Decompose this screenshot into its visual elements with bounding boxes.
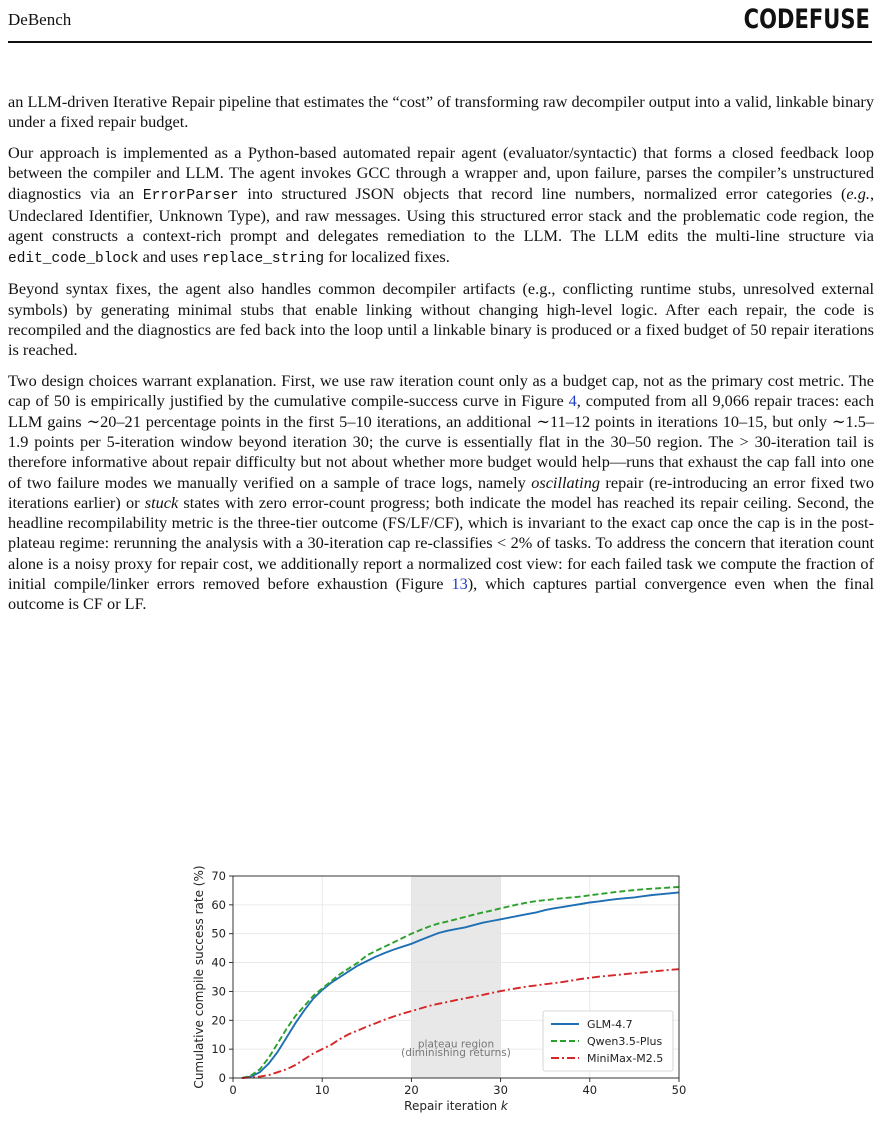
paragraph-4 bbox=[8, 371, 874, 615]
legend-label-minimax-m2-5: MiniMax-M2.5 bbox=[587, 1052, 664, 1065]
paragraph-2 bbox=[8, 143, 874, 269]
plateau-label-line2: (diminishing returns) bbox=[401, 1047, 511, 1060]
paragraph-3 bbox=[8, 279, 874, 360]
body-text bbox=[8, 92, 874, 625]
legend-label-qwen3-5-plus: Qwen3.5-Plus bbox=[587, 1035, 663, 1048]
p4-c: repair (re-introducing an error fixed two iterations earlier) or bbox=[8, 472, 874, 512]
x-tick-label: 50 bbox=[671, 1083, 687, 1097]
y-tick-label: 50 bbox=[211, 926, 226, 941]
y-tick-label: 0 bbox=[218, 1071, 226, 1085]
logo-part-b: FUSE bbox=[808, 4, 870, 35]
y-tick-label: 20 bbox=[211, 1013, 226, 1028]
p2-b: into structured JSON objects that record line numbers, normalized error categories ( bbox=[238, 183, 847, 203]
y-tick-label: 70 bbox=[211, 869, 226, 883]
figure-ref-13[interactable]: 13 bbox=[451, 574, 468, 594]
x-tick-label: 30 bbox=[493, 1083, 508, 1097]
x-tick-label: 20 bbox=[404, 1083, 419, 1097]
p2-eg: e.g. bbox=[846, 183, 870, 203]
figure-ref-4[interactable]: 4 bbox=[568, 391, 577, 411]
page-header bbox=[8, 0, 872, 43]
y-tick-label: 40 bbox=[211, 955, 226, 970]
paragraph-3-text: Beyond syntax fixes, the agent also handles common decompiler artifacts (e.g., conflicting runtime stubs, unresolved external symbols) by generating minimal stubs that enable linking without changing high-level logic. After each repair, the code is recompiled and the diagnostics are fed back into the loop until a linkable binary is produced or a fixed budget of 50 repair iterations is reached. bbox=[8, 279, 874, 360]
y-tick-label: 60 bbox=[211, 897, 226, 912]
y-tick-label: 10 bbox=[211, 1042, 226, 1057]
p4-e: ), which captures partial convergence even when the final outcome is CF or LF. bbox=[8, 574, 875, 614]
x-tick-label: 0 bbox=[229, 1083, 237, 1097]
p2-d: and uses bbox=[138, 246, 203, 266]
plateau-label-line1: plateau region bbox=[417, 1038, 495, 1051]
codefuse-logo bbox=[744, 4, 870, 35]
compile-success-chart bbox=[0, 840, 880, 1125]
p2-code-errorparser: ErrorParser bbox=[142, 187, 239, 204]
p4-a: Two design choices warrant explanation. First, we use raw iteration count only as a budget cap, not as the primary cost metric. The cap of 50 is empirically justified by the cumulative compile-success curve in Figure bbox=[8, 371, 874, 411]
paragraph-1 bbox=[8, 92, 874, 133]
x-tick-label: 40 bbox=[582, 1083, 598, 1097]
figure-chart bbox=[0, 840, 880, 1125]
x-tick-label: 10 bbox=[314, 1083, 330, 1097]
p2-code-edit: edit_code_block bbox=[8, 250, 139, 267]
p2-c: , Undeclared Identifier, Unknown Type), and raw messages. Using this structured error stack and the problematic code region, the agent constructs a context-rich prompt and delegates remediation to the LLM. The LLM edits the multi-line structure via bbox=[8, 183, 875, 246]
x-axis-label: Repair iteration k bbox=[404, 1099, 508, 1113]
p2-a: Our approach is implemented as a Python-based automated repair agent (evaluator/syntactic) that forms a closed feedback loop between the compiler and LLM. The agent invokes GCC through a wrapper and, upon failure, parses the compiler’s unstructured diagnostics via an bbox=[8, 143, 874, 203]
p4-oscillating: oscillating bbox=[531, 472, 600, 492]
paragraph-1-text: an LLM-driven Iterative Repair pipeline that estimates the “cost” of transforming raw decompiler output into a valid, linkable binary under a fixed repair budget. bbox=[8, 92, 874, 132]
p4-d: states with zero error-count progress; both indicate the model has reached its repair ceiling. Second, the headline recompilability metric is the three-tier outcome (FS/LF/CF), which is invariant to the exact cap once the cap is in the post-plateau regime: rerunning the analysis with a 30-iteration cap re-classifies < 2% of tasks. To address the concern that iteration count alone is a noisy proxy for repair cost, we additionally report a normalized cost view: for each failed task we compute the fraction of initial compile/linker errors removed before exhaustion (Figure bbox=[8, 492, 875, 594]
running-title: DeBench bbox=[8, 10, 72, 29]
p4-b: , computed from all 9,066 repair traces: each LLM gains ∼20–21 percentage points in the first 5–10 iterations, an additional ∼11–12 points in iterations 10–15, but only ∼1.5–1.9 points per 5-iteration window beyond iteration 30; the curve is essentially flat in the 30–50 region. The > 30-iteration tail is therefore informative about repair difficulty but not about whether more budget would help—runs that exhaust the cap fall into one of two failure modes we manually verified on a sample of trace logs, namely bbox=[8, 391, 874, 492]
legend-label-glm-4-7: GLM-4.7 bbox=[587, 1018, 633, 1031]
y-tick-label: 30 bbox=[211, 984, 226, 999]
logo-part-a: CODE bbox=[743, 4, 809, 35]
p4-stuck: stuck bbox=[144, 492, 179, 512]
p2-code-replace: replace_string bbox=[202, 250, 325, 267]
p2-e: for localized fixes. bbox=[324, 246, 450, 266]
y-axis-label: Cumulative compile success rate (%) bbox=[192, 865, 206, 1089]
